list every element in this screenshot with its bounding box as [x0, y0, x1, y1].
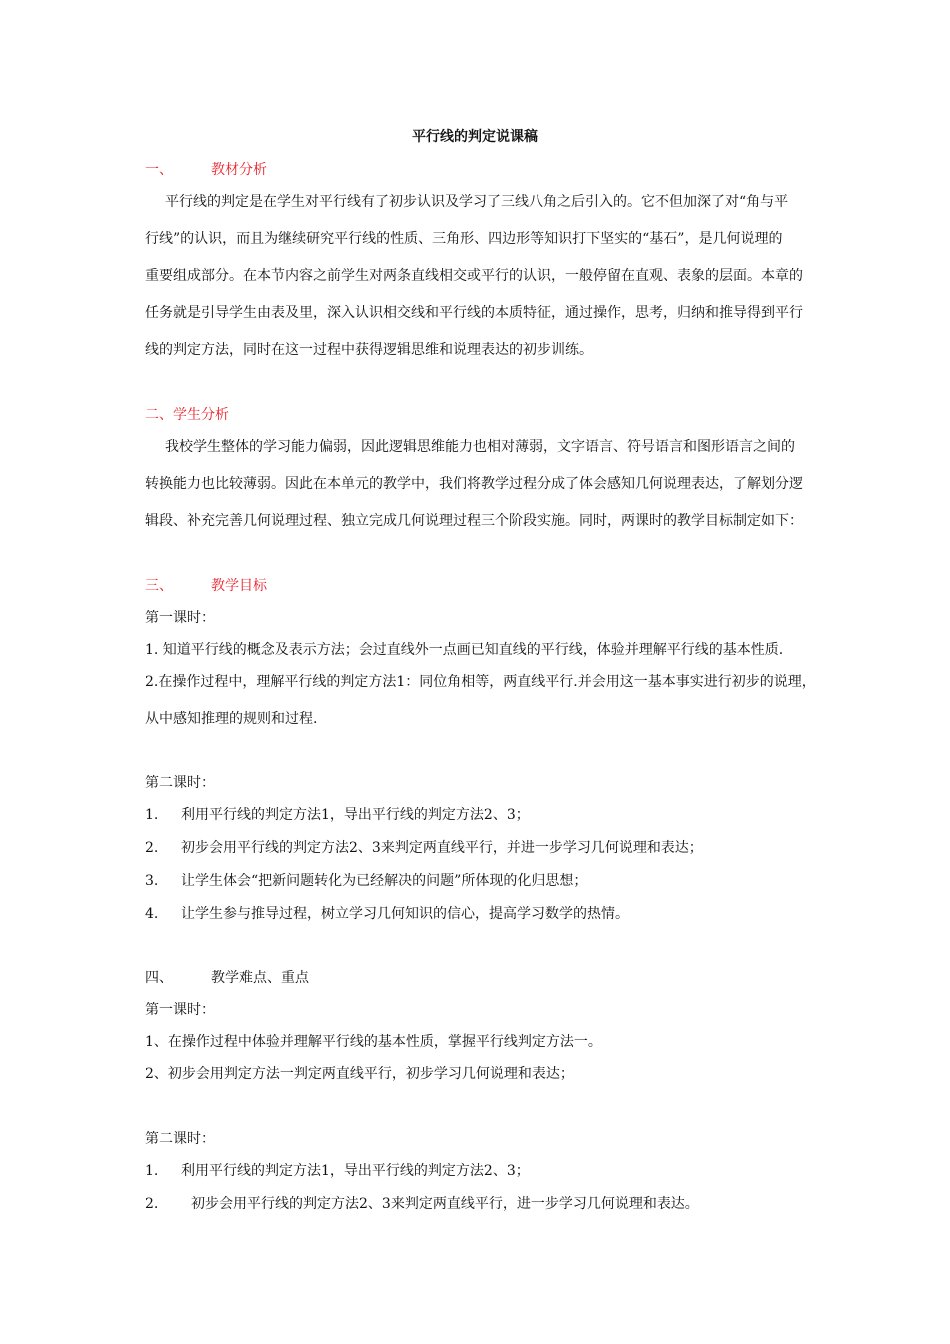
- item-number: 2.: [145, 840, 159, 856]
- item-number: 4.: [145, 906, 159, 922]
- paragraph-line: 平行线的判定是在学生对平行线有了初步认识及学习了三线八角之后引入的。它不但加深了对“角与平: [165, 194, 789, 210]
- paragraph-line: 转换能力也比较薄弱。因此在本单元的教学中，我们将教学过程分成了体会感知几何说理表达，了解划分逻: [145, 476, 803, 492]
- list-item: 1、在操作过程中体验并理解平行线的基本性质，掌握平行线判定方法一。: [145, 1034, 602, 1050]
- list-item: [145, 1194, 699, 1214]
- paragraph-line: 线的判定方法，同时在这一过程中获得逻辑思维和说理表达的初步训练。: [145, 342, 593, 358]
- section-number: 三、: [145, 578, 173, 594]
- list-item: 2、初步会用判定方法一判定两直线平行，初步学习几何说理和表达；: [145, 1066, 574, 1082]
- list-item: [145, 1161, 530, 1181]
- section-label: 教材分析: [211, 162, 267, 178]
- section-label: 教学目标: [211, 578, 267, 594]
- item-text: 初步会用平行线的判定方法2、3来判定两直线平行，并进一步学习几何说理和表达；: [181, 840, 703, 856]
- list-item: 从中感知推理的规则和过程.: [145, 711, 318, 727]
- paragraph-line: 辑段、补充完善几何说理过程、独立完成几何说理过程三个阶段实施。同时，两课时的教学目标制定如下：: [145, 513, 803, 529]
- section-heading-1: [145, 160, 267, 180]
- item-number: 1.: [145, 1163, 159, 1179]
- section-heading-4: [145, 968, 309, 988]
- section-label: 教学难点、重点: [211, 970, 309, 986]
- item-text: 让学生体会“把新问题转化为已经解决的问题”所体现的化归思想；: [181, 873, 588, 889]
- list-item: [145, 904, 629, 924]
- item-number: 1.: [145, 807, 159, 823]
- item-number: 3.: [145, 873, 159, 889]
- item-number: 2.: [145, 1196, 159, 1212]
- paragraph-line: 我校学生整体的学习能力偏弱，因此逻辑思维能力也相对薄弱，文字语言、符号语言和图形语言之间的: [165, 439, 795, 455]
- item-text: 利用平行线的判定方法1，导出平行线的判定方法2、3；: [181, 1163, 530, 1179]
- item-text: 让学生参与推导过程，树立学习几何知识的信心，提高学习数学的热情。: [181, 906, 629, 922]
- lesson-label: 第二课时：: [145, 1131, 215, 1147]
- lesson-label: 第二课时：: [145, 775, 215, 791]
- item-text: 利用平行线的判定方法1，导出平行线的判定方法2、3；: [181, 807, 530, 823]
- section-heading-3: [145, 576, 267, 596]
- list-item: 1. 知道平行线的概念及表示方法；会过直线外一点画已知直线的平行线，体验并理解平行线的基本性质.: [145, 642, 784, 658]
- section-number: 一、: [145, 162, 173, 178]
- list-item: [145, 871, 587, 891]
- section-heading-2: 二、学生分析: [145, 407, 229, 423]
- list-item: 2.在操作过程中，理解平行线的判定方法1：同位角相等，两直线平行.并会用这一基本事实进行初步的说理，: [145, 674, 816, 690]
- section-number: 四、: [145, 970, 173, 986]
- list-item: [145, 838, 703, 858]
- paragraph-line: 行线”的认识，而且为继续研究平行线的性质、三角形、四边形等知识打下坚实的“基石”，是几何说理的: [145, 231, 783, 247]
- paragraph-line: 重要组成部分。在本节内容之前学生对两条直线相交或平行的认识，一般停留在直观、表象的层面。本章的: [145, 268, 803, 284]
- item-text: 初步会用平行线的判定方法2、3来判定两直线平行，进一步学习几何说理和表达。: [191, 1196, 699, 1212]
- page-title: 平行线的判定说课稿: [412, 129, 538, 145]
- lesson-label: 第一课时：: [145, 610, 215, 626]
- paragraph-line: 任务就是引导学生由表及里，深入认识相交线和平行线的本质特征，通过操作，思考，归纳和推导得到平行: [145, 305, 803, 321]
- list-item: [145, 805, 530, 825]
- lesson-label: 第一课时：: [145, 1002, 215, 1018]
